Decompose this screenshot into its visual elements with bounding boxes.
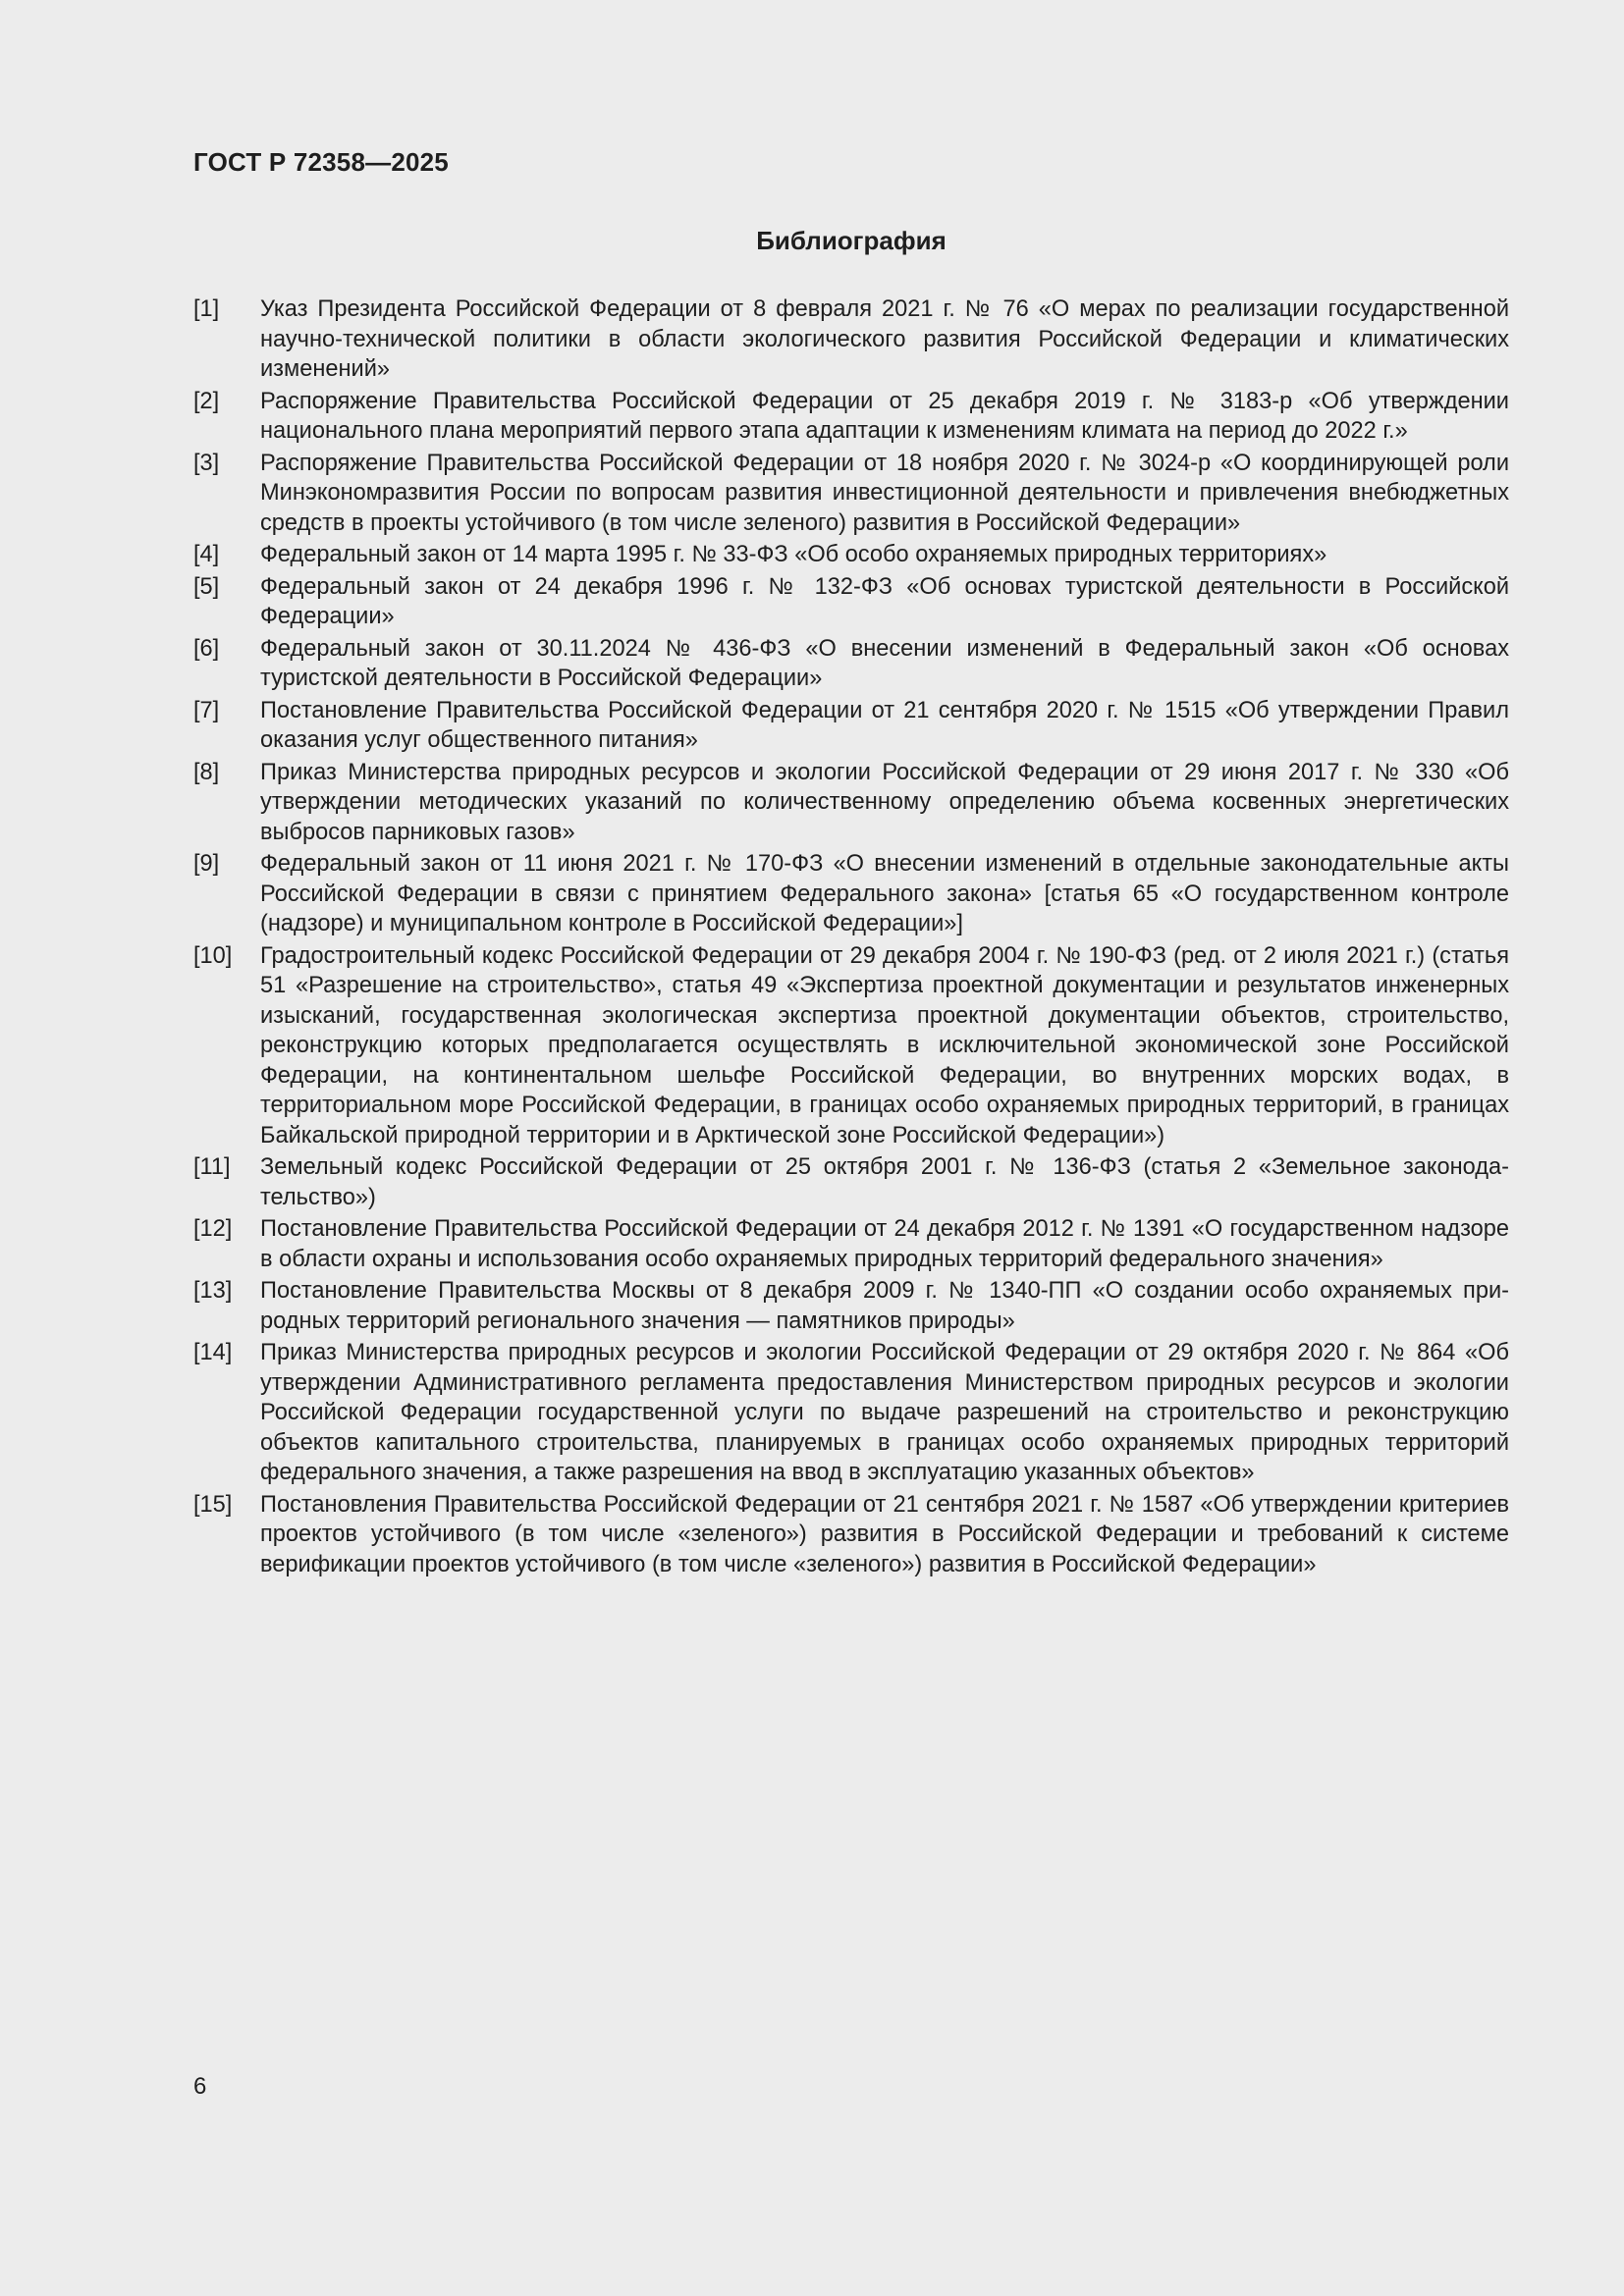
entry-number: [7] <box>193 697 220 723</box>
entry-text: Федеральный закон от 30.11.2024 № 436-ФЗ «О внесении изменений в Федеральный закон «Об основах туристской деятельности в Российской Федерации» <box>260 635 1509 691</box>
document-code: ГОСТ Р 72358—2025 <box>193 147 449 177</box>
page-number: 6 <box>193 2073 207 2100</box>
bibliography-list <box>193 294 1509 1581</box>
bibliography-entry <box>193 294 1509 385</box>
entry-text: Постановление Правительства Российской Федерации от 21 сентября 2020 г. № 1515 «Об утверждении Правил оказания услуг общественного питания» <box>260 697 1509 753</box>
entry-number: [10] <box>193 942 233 969</box>
entry-number: [9] <box>193 851 220 877</box>
entry-text: Постановление Правительства Москвы от 8 декабря 2009 г. № 1340-ПП «О создании особо охраняемых природных территорий регионального значения — памятников природы» <box>260 1278 1509 1334</box>
bibliography-entry <box>193 941 1509 1151</box>
entry-text: Федеральный закон от 14 марта 1995 г. № 33-ФЗ «Об особо охраняемых природных территориях» <box>260 542 1327 567</box>
entry-number: [5] <box>193 573 220 600</box>
bibliography-entry <box>193 1490 1509 1580</box>
bibliography-entry <box>193 572 1509 632</box>
entry-number: [4] <box>193 542 220 567</box>
bibliography-entry <box>193 1214 1509 1274</box>
entry-number: [11] <box>193 1154 231 1180</box>
entry-text: Указ Президента Российской Федерации от 8 февраля 2021 г. № 76 «О мерах по реализации государственной научно-технической политики в области экологического развития Российской Федерации и климатических изменений» <box>260 296 1509 382</box>
entry-text: Градостроительный кодекс Российской Федерации от 29 декабря 2004 г. № 190-ФЗ (ред. от 2 июля 2021 г.) (статья 51 «Разрешение на строительство», статья 49 «Экспертиза проектной документации и результатов инженерных изысканий, государственная экологическая экспертиза проектной документации объектов, строительство, реконструкцию которых предполагается осуществлять в исключительной экономической зоне Российской Федерации, на континентальном шельфе Российской Федерации, во внутренних морских водах, в территориальном море Российской Федерации, в границах особо охраняемых природных территорий, в границах Байкальской природной территории и в Арктической зоне Российской Федерации») <box>260 942 1509 1148</box>
entry-number: [2] <box>193 388 220 414</box>
bibliography-entry <box>193 758 1509 848</box>
entry-text: Приказ Министерства природных ресурсов и экологии Российской Федерации от 29 июня 2017 г. № 330 «Об утверждении методических указаний по количественному определению объема косвенных энергетических выбросов парниковых газов» <box>260 759 1509 845</box>
entry-number: [3] <box>193 450 220 476</box>
entry-text: Приказ Министерства природных ресурсов и экологии Российской Федерации от 29 октября 2020 г. № 864 «Об утверждении Административного регламента предоставления Министерством природных ресурсов и экологии Российской Федерации государственной услуги по выдаче разрешений на строительство и реконструкцию объектов капитального строительства, планируемых в границах особо охраняемых природных территорий федерального значения, а также разрешения на ввод в эксплуатацию указанных объектов» <box>260 1340 1509 1485</box>
page-title: Библиография <box>756 226 947 255</box>
bibliography-entry <box>193 449 1509 539</box>
bibliography-entry <box>193 1338 1509 1488</box>
entry-number: [14] <box>193 1340 233 1365</box>
entry-text: Распоряжение Правительства Российской Федерации от 25 декабря 2019 г. № 3183-р «Об утверждении национального плана мероприятий первого этапа адаптации к изменениям климата на период до 2022 г.» <box>260 388 1509 444</box>
entry-number: [13] <box>193 1278 233 1304</box>
entry-number: [6] <box>193 635 220 662</box>
entry-text: Распоряжение Правительства Российской Федерации от 18 ноября 2020 г. № 3024-р «О координирующей роли Минэкономразвития России по вопросам развития инвестиционной деятельности и привлечения внебюджетных средств в проекты устойчивого (в том числе зеленого) развития в Российской Федерации» <box>260 450 1509 536</box>
bibliography-entry <box>193 634 1509 694</box>
entry-number: [8] <box>193 759 220 785</box>
entry-text: Земельный кодекс Российской Федерации от 25 октября 2001 г. № 136-ФЗ (статья 2 «Земельное законодательство») <box>260 1154 1509 1210</box>
bibliography-entry <box>193 540 1509 570</box>
bibliography-entry <box>193 696 1509 756</box>
entry-text: Постановления Правительства Российской Федерации от 21 сентября 2021 г. № 1587 «Об утверждении критериев проектов устойчивого (в том числе «зеленого») развития в Российской Федерации и требований к системе верификации проектов устойчивого (в том числе «зеленого») развития в Российской Федерации» <box>260 1491 1509 1577</box>
entry-number: [1] <box>193 296 220 322</box>
entry-text: Федеральный закон от 11 июня 2021 г. № 170-ФЗ «О внесении изменений в отдельные законодательные акты Российской Федерации в связи с принятием Федерального закона» [статья 65 «О государственном контроле (надзоре) и муниципальном контроле в Российской Федерации»] <box>260 851 1509 936</box>
bibliography-entry <box>193 387 1509 447</box>
entry-number: [12] <box>193 1216 233 1242</box>
entry-text: Федеральный закон от 24 декабря 1996 г. № 132-ФЗ «Об основах туристской деятельности в Российской Федерации» <box>260 573 1509 629</box>
entry-number: [15] <box>193 1491 233 1518</box>
bibliography-entry <box>193 1276 1509 1336</box>
bibliography-entry <box>193 849 1509 939</box>
bibliography-entry <box>193 1152 1509 1212</box>
entry-text: Постановление Правительства Российской Федерации от 24 декабря 2012 г. № 1391 «О государственном надзоре в области охраны и использования особо охраняемых природных территорий федерального значения» <box>260 1216 1509 1272</box>
